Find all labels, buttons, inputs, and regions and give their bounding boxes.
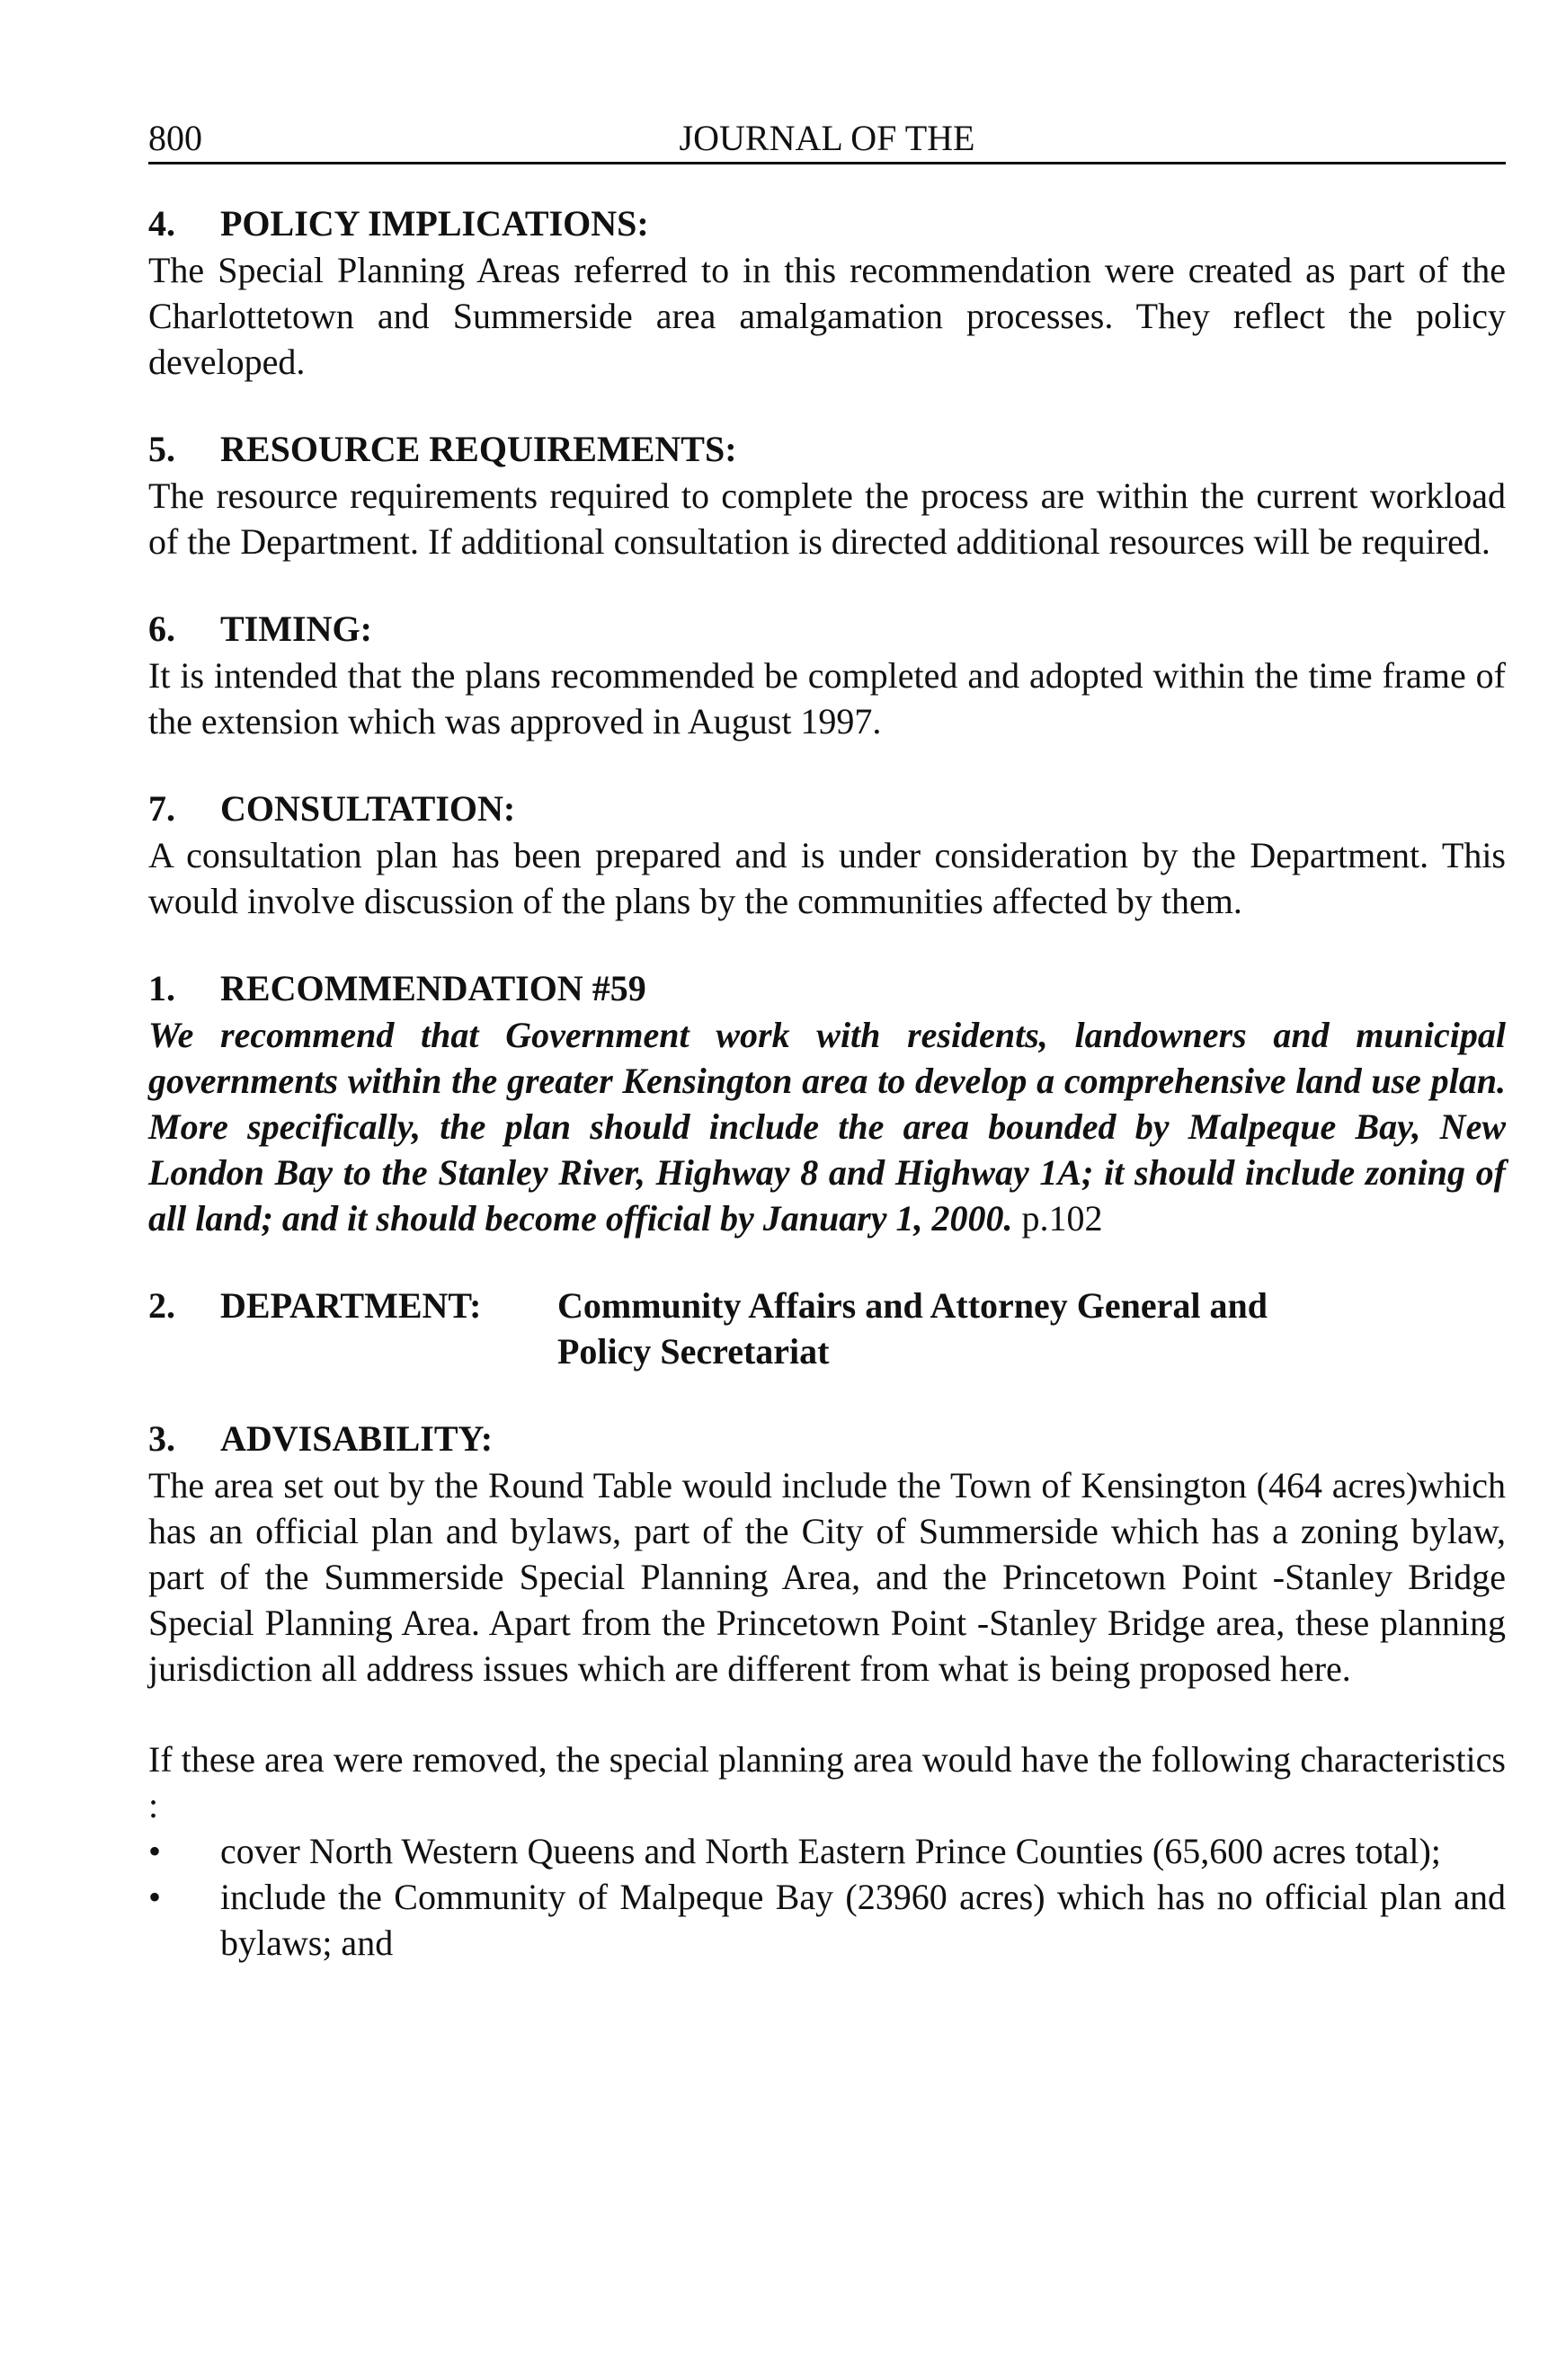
list-item-text: cover North Western Queens and North Eastern Prince Counties (65,600 acres total); (220, 1831, 1441, 1871)
characteristics-list (148, 1828, 1506, 1966)
section-advisability (148, 1416, 1506, 1966)
section-department (148, 1283, 1506, 1374)
section-heading (148, 200, 1506, 247)
section-body: It is intended that the plans recommended be completed and adopted within the time frame of the extension which was approved in August 1997. (148, 655, 1506, 742)
section-title: TIMING: (220, 608, 372, 649)
department-row (148, 1283, 1506, 1374)
recommendation-text (148, 1012, 1506, 1241)
bullet-icon: • (148, 1831, 162, 1871)
list-item (148, 1874, 1506, 1966)
document-page (148, 115, 1506, 1966)
section-heading (148, 1416, 1506, 1462)
section-body: The area set out by the Round Table would include the Town of Kensington (464 acres)which has an official plan and bylaws, part of the City of Summerside which has a zoning bylaw, part of the Summerside Special Planning Area, and the Princetown Point -Stanley Bridge Special Planning Area. Apart from the Princetown Point -Stanley Bridge area, these planning jurisdiction all address issues which are different from what is being proposed here. (148, 1465, 1506, 1689)
section-title: POLICY IMPLICATIONS: (220, 203, 649, 244)
department-value: Community Affairs and Attorney General and Policy Secretariat (557, 1285, 1268, 1372)
section-number: 4. (148, 203, 175, 244)
section-number: 2. (148, 1285, 175, 1326)
section-heading (148, 965, 1506, 1012)
list-item-text: include the Community of Malpeque Bay (23960 acres) which has no official plan and bylaws; and (220, 1877, 1506, 1963)
section-policy-implications (148, 200, 1506, 385)
section-title: ADVISABILITY: (220, 1418, 494, 1459)
section-consultation (148, 786, 1506, 924)
section-title: CONSULTATION: (220, 788, 516, 829)
page-number: 800 (148, 118, 202, 158)
section-timing (148, 606, 1506, 744)
section-number: 3. (148, 1418, 175, 1459)
section-body: A consultation plan has been prepared and is under consideration by the Department. This would involve discussion of the plans by the communities affected by them. (148, 835, 1506, 921)
section-title: RECOMMENDATION #59 (220, 968, 646, 1008)
section-recommendation (148, 965, 1506, 1241)
section-body-continued: If these area were removed, the special planning area would have the following characteristics : (148, 1739, 1506, 1825)
bullet-icon: • (148, 1877, 162, 1917)
section-body: The resource requirements required to complete the process are within the current workload of the Department. If additional consultation is directed additional resources will be required. (148, 475, 1506, 562)
journal-title: JOURNAL OF THE (679, 118, 975, 158)
section-resource-requirements (148, 426, 1506, 564)
page-reference: p.102 (1021, 1198, 1103, 1239)
department-label: DEPARTMENT: (220, 1285, 482, 1326)
section-title: RESOURCE REQUIREMENTS: (220, 429, 737, 469)
section-body: The Special Planning Areas referred to in this recommendation were created as part of the Charlottetown and Summerside area amalgamation processes. They reflect the policy developed. (148, 250, 1506, 382)
running-header (148, 115, 1506, 164)
section-number: 6. (148, 608, 175, 649)
section-number: 7. (148, 788, 175, 829)
list-item (148, 1828, 1506, 1874)
section-number: 1. (148, 968, 175, 1008)
section-heading (148, 426, 1506, 473)
section-number: 5. (148, 429, 175, 469)
recommendation-body: We recommend that Government work with residents, landowners and municipal governments within the greater Kensington area to develop a comprehensive land use plan. More specifically, the plan should include the area bounded by Malpeque Bay, New London Bay to the Stanley River, Highway 8 and Highway 1A; it should include zoning of all land; and it should become official by January 1, 2000. (148, 1015, 1506, 1239)
section-heading (148, 606, 1506, 653)
section-heading (148, 786, 1506, 832)
